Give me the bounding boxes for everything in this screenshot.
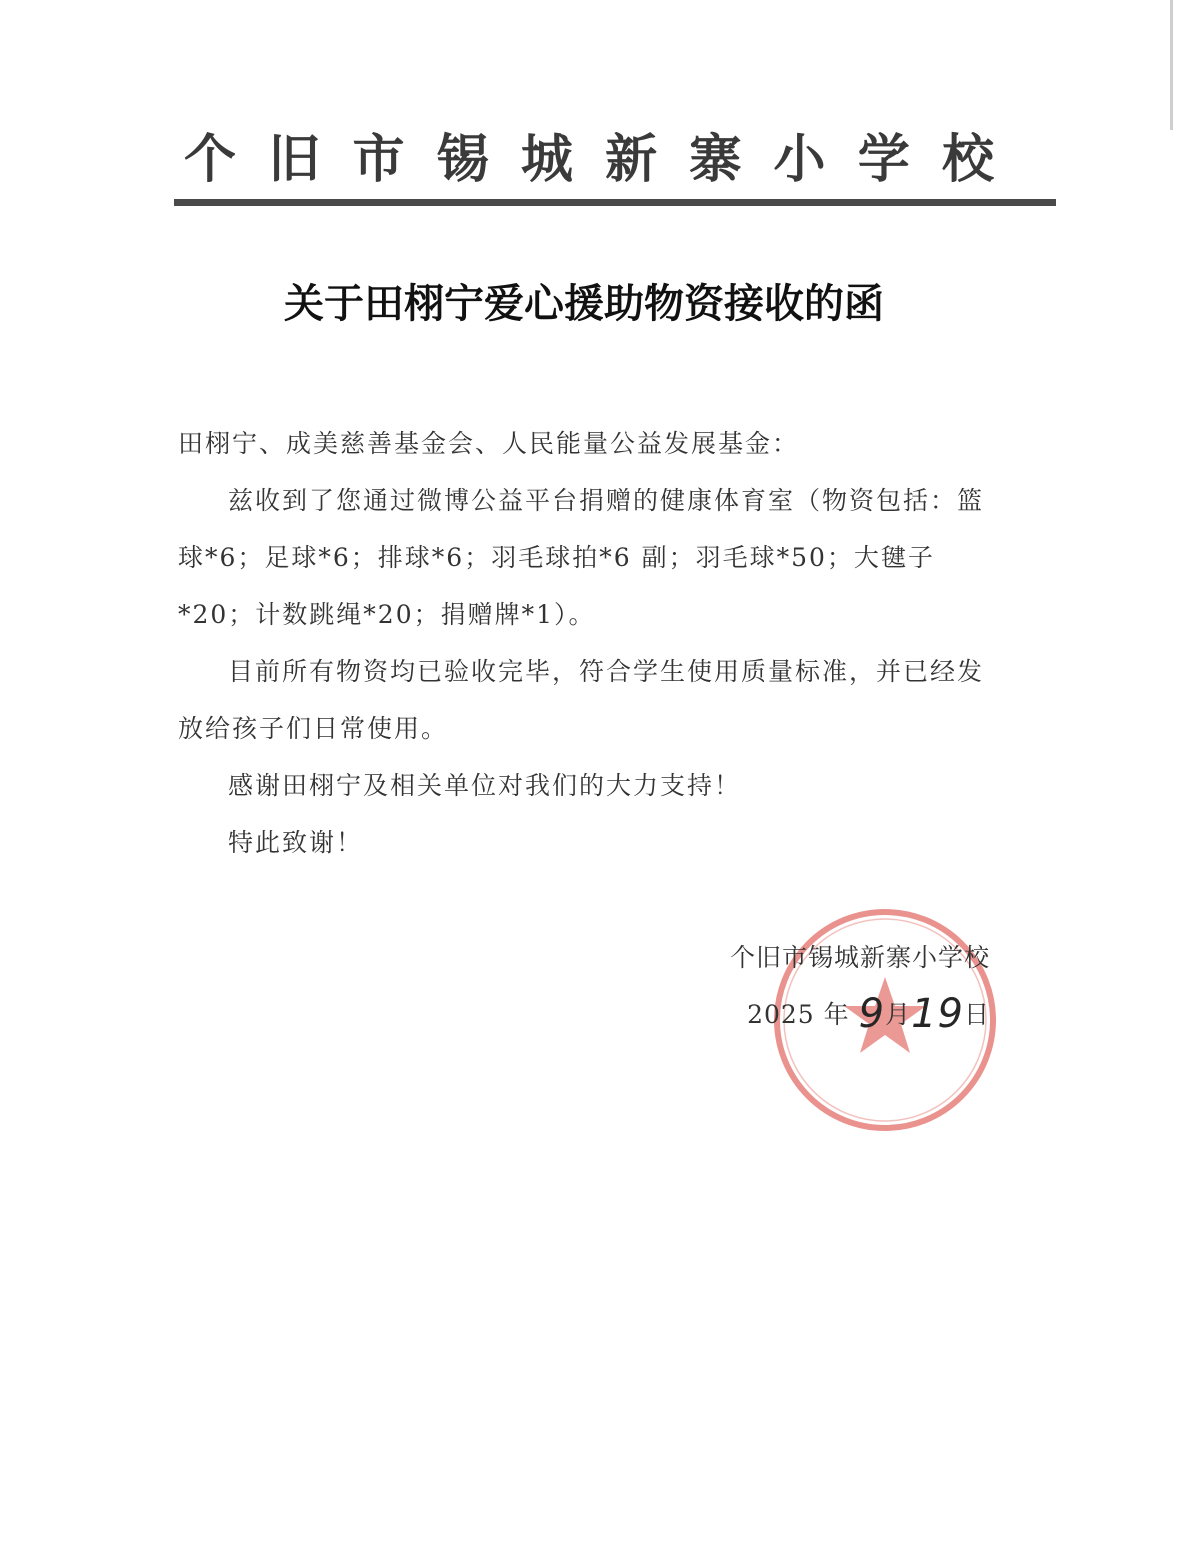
date-day-suffix: 日 bbox=[963, 1000, 990, 1029]
letterhead-char: 寨 bbox=[689, 128, 742, 190]
document-title: 关于田栩宁爱心援助物资接收的函 bbox=[284, 281, 884, 327]
salutation: 田栩宁、成美慈善基金会、人民能量公益发展基金： bbox=[178, 429, 800, 458]
letterhead-char: 城 bbox=[520, 128, 573, 190]
date-month-handwritten: 9 bbox=[858, 991, 886, 1037]
letterhead bbox=[178, 118, 1056, 190]
letterhead-char: 新 bbox=[605, 128, 658, 190]
letterhead-char: 旧 bbox=[268, 128, 321, 190]
paragraph-receipt: 兹收到了您通过微博公益平台捐赠的健康体育室（物资包括：篮球*6；足球*6；排球*6；羽毛球拍*6 副；羽毛球*50；大毽子*20；计数跳绳*20；捐赠牌*1）。 bbox=[178, 486, 985, 629]
letterhead-char: 学 bbox=[857, 128, 910, 190]
paragraph-inspection: 目前所有物资均已验收完毕，符合学生使用质量标准，并已经发放给孩子们日常使用。 bbox=[178, 657, 985, 743]
letterhead-char: 个 bbox=[184, 128, 237, 190]
date-day-handwritten: 19 bbox=[911, 991, 964, 1037]
letterhead-char: 小 bbox=[773, 128, 826, 190]
date-year: 2025 bbox=[747, 1000, 815, 1029]
letterhead-char: 锡 bbox=[436, 128, 489, 190]
page-edge-line bbox=[1170, 0, 1173, 130]
paragraph-closing: 特此致谢！ bbox=[228, 828, 364, 857]
signature-org: 个旧市锡城新寨小学校 bbox=[729, 943, 990, 972]
signature-date bbox=[690, 986, 990, 1043]
signature-block bbox=[690, 930, 990, 1043]
date-month-suffix: 月 bbox=[885, 1000, 912, 1029]
letter-body bbox=[178, 415, 993, 871]
date-year-suffix: 年 bbox=[823, 1000, 850, 1029]
paragraph-thanks: 感谢田栩宁及相关单位对我们的大力支持！ bbox=[228, 771, 742, 800]
letterhead-rule bbox=[174, 199, 1056, 206]
letterhead-char: 市 bbox=[352, 128, 405, 190]
letterhead-char: 校 bbox=[941, 128, 994, 190]
